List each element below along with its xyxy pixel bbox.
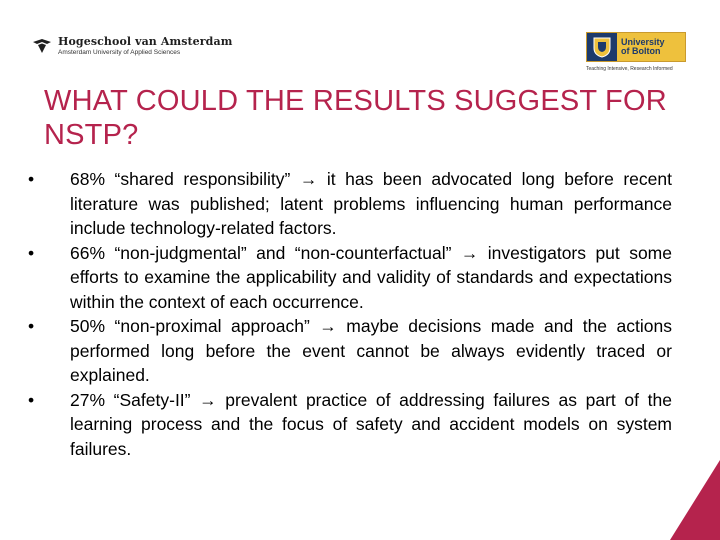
bullet-text: 50% “non-proximal approach” → maybe decisions made and the actions performed long before the event cannot be always evidently traced or explained. <box>70 316 672 385</box>
bullet-marker: • <box>28 242 35 263</box>
bullet-marker: • <box>28 316 35 336</box>
page-number: 15 <box>675 490 686 500</box>
bullet-marker: • <box>28 169 35 189</box>
bullet-item <box>26 314 672 388</box>
bullet-item <box>26 241 672 315</box>
bolton-logo-line2: of Bolton <box>621 46 661 56</box>
bullet-text: 27% “Safety-II” → prevalent practice of addressing failures as part of the learning process and the focus of safety and accident models on system failures. <box>70 389 672 459</box>
hva-x-mark-icon <box>32 38 52 54</box>
bolton-logo <box>586 32 686 72</box>
hva-logo <box>32 36 232 57</box>
bullet-text: 68% “shared responsibility” → it has been advocated long before recent literature was published; latent problems influencing human performance include technology-related factors. <box>70 169 672 238</box>
bullet-item <box>26 388 672 462</box>
hva-logo-subtitle: Amsterdam University of Applied Sciences <box>58 49 181 56</box>
bolton-tagline: Teaching Intensive, Research Informed <box>586 66 673 72</box>
bolton-logo-line1: University <box>621 36 665 47</box>
bullet-item <box>26 167 672 241</box>
bullet-marker: • <box>28 389 35 410</box>
corner-accent <box>670 460 720 540</box>
slide-title: WHAT COULD THE RESULTS SUGGEST FOR NSTP? <box>44 85 667 151</box>
bullet-text: 66% “non-judgmental” and “non-counterfactual” → investigators put some efforts to examine the applicability and validity of standards and expectations within the context of each occurrence. <box>70 242 672 312</box>
hva-logo-name: Hogeschool van Amsterdam <box>58 35 233 48</box>
bolton-crest-icon <box>587 33 617 61</box>
bullet-list <box>26 167 672 461</box>
